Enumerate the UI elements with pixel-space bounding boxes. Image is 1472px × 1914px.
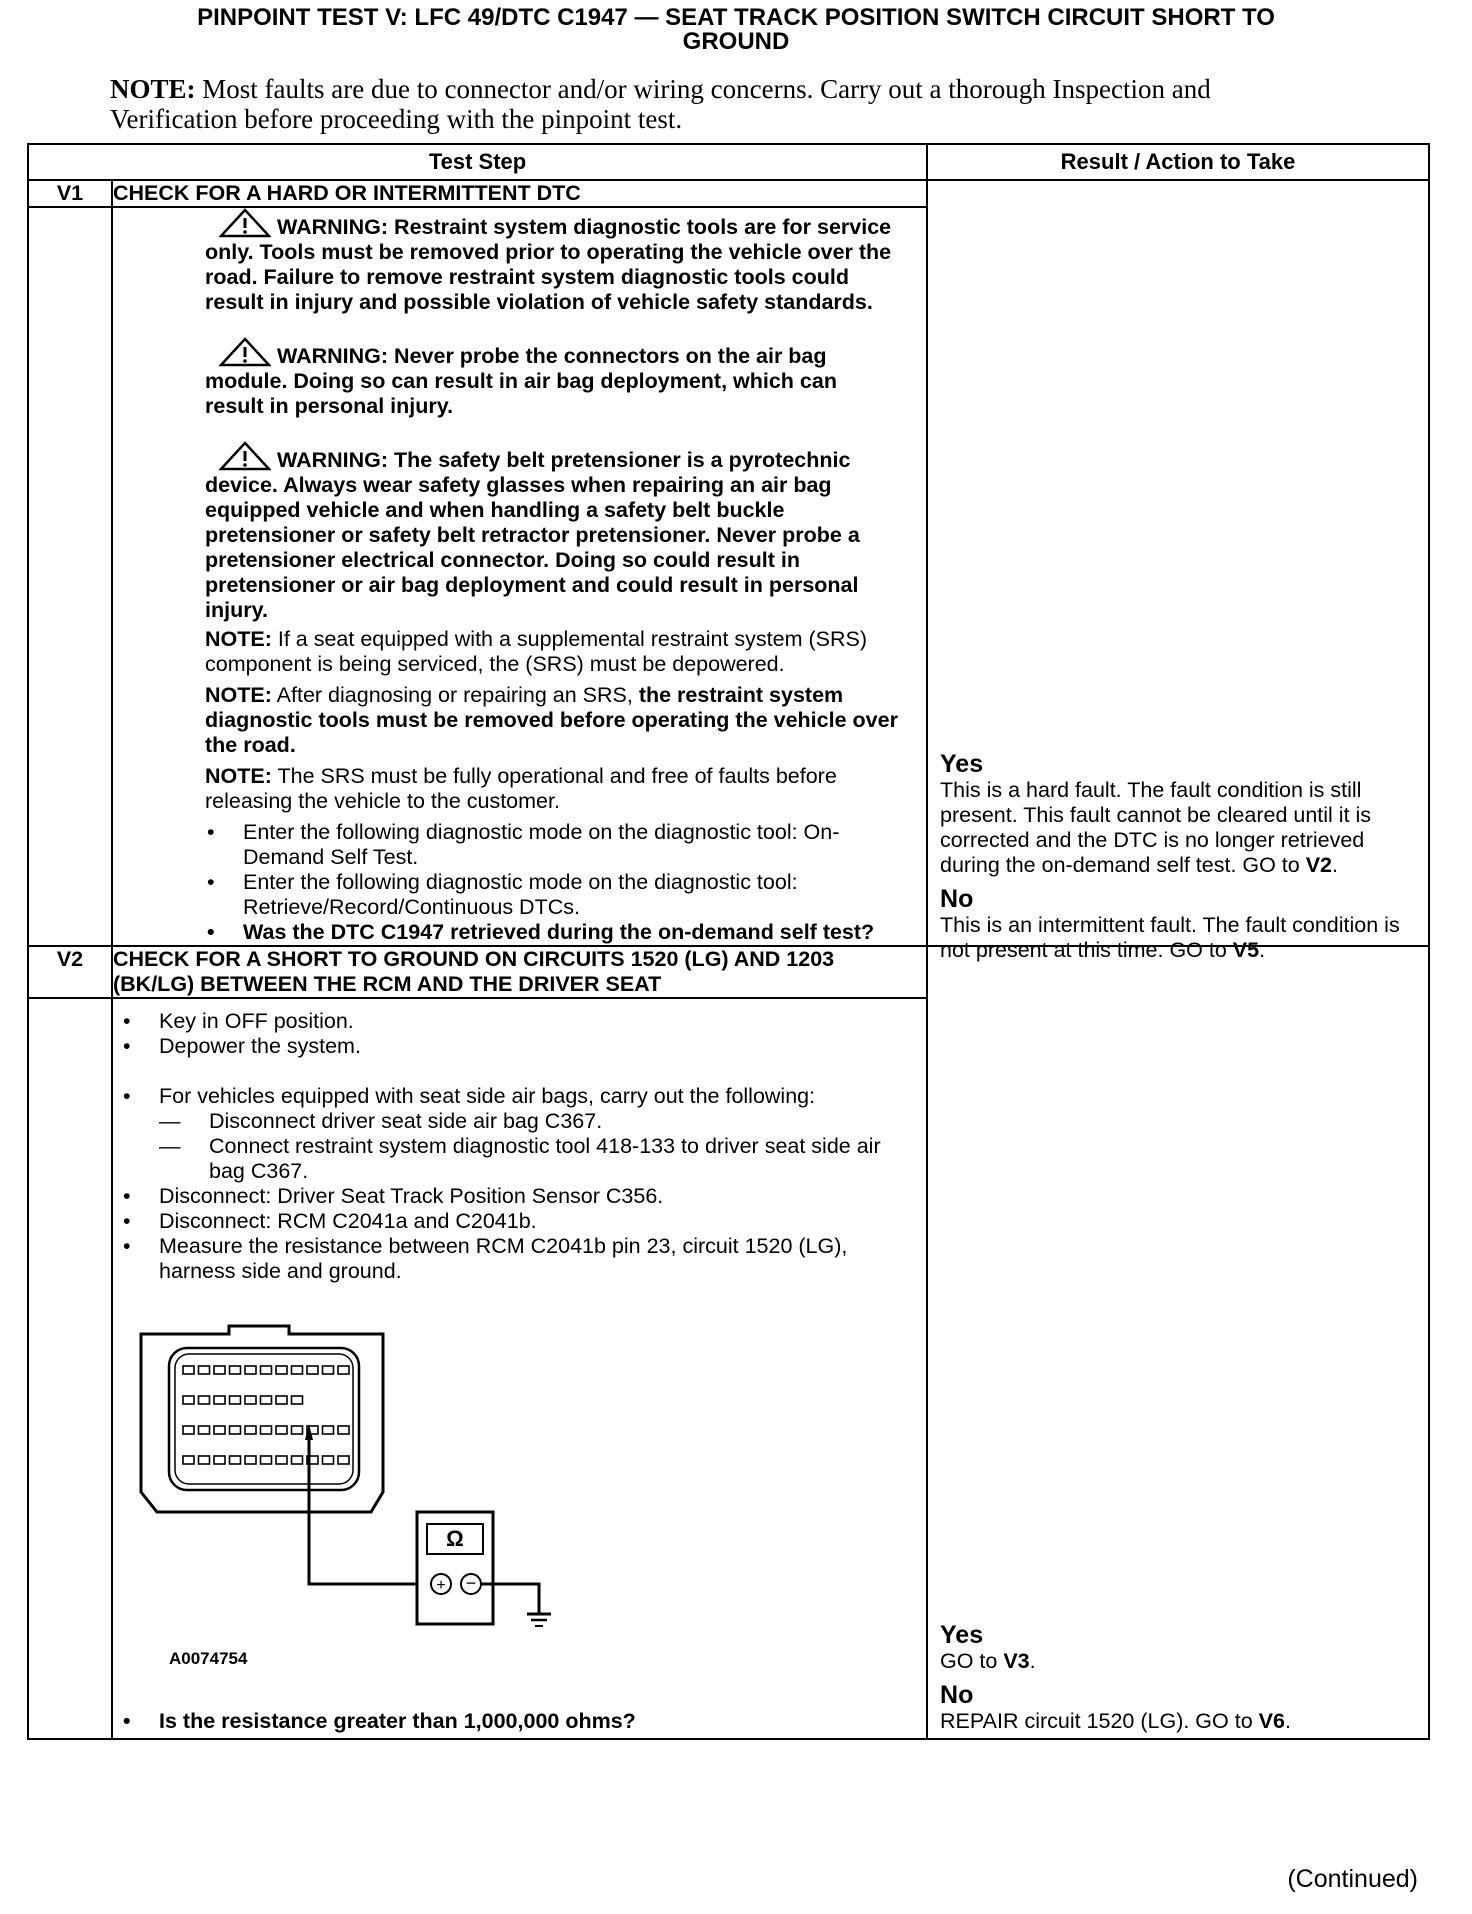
note-2: NOTE: After diagnosing or repairing an SRS, the restraint system diagnostic tools must be removed before operating the vehicle over the road. xyxy=(205,683,898,757)
list-item: • Key in OFF position. xyxy=(121,1009,898,1034)
step-body-v2 xyxy=(112,998,927,1739)
top-note xyxy=(110,74,1290,134)
title-line-2: GROUND xyxy=(682,28,790,55)
list-item: • Was the DTC C1947 retrieved during the on-demand self test? xyxy=(205,920,898,945)
goto-v6-link[interactable]: V6 xyxy=(1258,1709,1285,1733)
pin-cavity xyxy=(323,1366,334,1374)
warning-2: WARNING: Never probe the connectors on the air bag module. Doing so can result in air bag deployment, which can result in personal injury. xyxy=(205,337,898,419)
pin-cavity xyxy=(245,1426,256,1434)
result-cell-v1 xyxy=(927,180,1429,962)
pin-cavity xyxy=(292,1366,303,1374)
header-result: Result / Action to Take xyxy=(927,144,1429,180)
pin-cavity xyxy=(199,1366,210,1374)
pin-cavity xyxy=(261,1366,272,1374)
pin-cavity xyxy=(292,1456,303,1464)
step-id-v2: V2 xyxy=(28,946,112,998)
pin-cavity xyxy=(245,1456,256,1464)
list-item: • For vehicles equipped with seat side air bags, carry out the following: — Disconnect driver seat side air bag C367. — Connect restraint system diagnostic tool 418-133 to driver seat side air bag C367. xyxy=(121,1084,898,1184)
result-cell-v2 xyxy=(927,946,1429,1739)
step-id-spacer-v1 xyxy=(28,207,112,946)
yes-text-v1: This is a hard fault. The fault condition is still present. This fault cannot be cleared until it is corrected and the DTC is no longer retrieved during the on-demand self test. GO to V2. xyxy=(940,778,1372,877)
note-3: NOTE: The SRS must be fully operational and free of faults before releasing the vehicle to the customer. xyxy=(205,764,837,813)
pin-cavity xyxy=(214,1396,225,1404)
step-title-v1: CHECK FOR A HARD OR INTERMITTENT DTC xyxy=(112,180,927,207)
goto-v2-link[interactable]: V2 xyxy=(1305,853,1333,877)
page-title xyxy=(40,6,1432,54)
step-id-v1: V1 xyxy=(28,180,112,207)
top-note-label: NOTE: xyxy=(110,74,196,104)
pin-cavity xyxy=(199,1456,210,1464)
pin-cavity xyxy=(338,1426,349,1434)
pin-cavity xyxy=(323,1426,334,1434)
ohm-symbol: Ω xyxy=(446,1526,464,1551)
pin-cavity xyxy=(183,1396,194,1404)
figure-id: A0074754 xyxy=(169,1649,248,1668)
pin-cavity xyxy=(276,1396,287,1404)
v2-steps-list-a xyxy=(121,1009,898,1059)
no-text-v2: REPAIR circuit 1520 (LG). GO to V6. xyxy=(940,1709,1291,1733)
step-id-spacer-v2 xyxy=(28,998,112,1739)
no-label-v1: No xyxy=(940,885,974,913)
pin-cavity xyxy=(307,1366,318,1374)
list-item: • Disconnect: Driver Seat Track Position Sensor C356. xyxy=(121,1184,898,1209)
no-label-v2: No xyxy=(940,1681,974,1709)
warning-triangle-icon xyxy=(219,441,271,471)
pin-cavity xyxy=(214,1366,225,1374)
pin-cavity xyxy=(214,1456,225,1464)
note-1: NOTE: If a seat equipped with a supplemental restraint system (SRS) component is being serviced, the (SRS) must be depowered. xyxy=(205,627,868,676)
pin-cavity xyxy=(261,1396,272,1404)
list-item: — Disconnect driver seat side air bag C367. xyxy=(159,1109,898,1134)
pin-cavity xyxy=(230,1426,241,1434)
goto-v3-link[interactable]: V3 xyxy=(1003,1649,1030,1673)
pin-cavity xyxy=(276,1456,287,1464)
plus-icon: + xyxy=(436,1577,446,1594)
pin-cavity xyxy=(230,1456,241,1464)
pin-cavity xyxy=(245,1396,256,1404)
yes-label-v2: Yes xyxy=(940,1621,984,1649)
connector-diagram xyxy=(121,1322,681,1642)
warning-triangle-icon xyxy=(219,337,271,367)
pin-cavity xyxy=(338,1456,349,1464)
minus-icon: − xyxy=(465,1573,477,1593)
step-title-v2: CHECK FOR A SHORT TO GROUND ON CIRCUITS 1520 (LG) AND 1203 (BK/LG) BETWEEN THE RCM AND THE DRIVER SEAT xyxy=(112,946,927,998)
pin-cavity xyxy=(183,1426,194,1434)
yes-label-v1: Yes xyxy=(940,750,984,778)
pin-cavity xyxy=(323,1456,334,1464)
pin-cavity xyxy=(245,1366,256,1374)
yes-text-v2: GO to V3. xyxy=(940,1649,1036,1673)
list-item: • Disconnect: RCM C2041a and C2041b. xyxy=(121,1209,898,1234)
result-v2 xyxy=(940,1622,1420,1734)
pinpoint-test-table xyxy=(27,143,1430,1740)
pin-cavity xyxy=(276,1426,287,1434)
pin-cavity xyxy=(214,1426,225,1434)
continued-label: (Continued) xyxy=(1287,1865,1418,1893)
v2-steps-list-c xyxy=(121,1709,898,1734)
list-item: • Is the resistance greater than 1,000,000 ohms? xyxy=(121,1709,898,1734)
list-item: • Measure the resistance between RCM C2041b pin 23, circuit 1520 (LG), harness side and ground. xyxy=(121,1234,898,1284)
list-item: • Depower the system. xyxy=(121,1034,898,1059)
pin-cavity xyxy=(183,1366,194,1374)
title-line-1: PINPOINT TEST V: LFC 49/DTC C1947 — SEAT TRACK POSITION SWITCH CIRCUIT SHORT TO xyxy=(197,4,1275,31)
step-body-v1 xyxy=(112,207,927,946)
warning-1: WARNING: Restraint system diagnostic tools are for service only. Tools must be removed prior to operating the vehicle over the road. Failure to remove restraint system diagnostic tools could result in injury and possible violation of vehicle safety standards. xyxy=(205,208,898,315)
v1-steps-list xyxy=(205,820,898,945)
pin-cavity xyxy=(199,1396,210,1404)
pin-cavity xyxy=(230,1366,241,1374)
top-note-text: Most faults are due to connector and/or wiring concerns. Carry out a thorough Inspection and Verification before proceeding with the pinpoint test. xyxy=(110,74,1211,134)
pin-cavity xyxy=(276,1366,287,1374)
pin-cavity xyxy=(261,1426,272,1434)
warning-3: WARNING: The safety belt pretensioner is a pyrotechnic device. Always wear safety glasses when repairing an air bag equipped vehicle and when handling a safety belt buckle pretensioner or safety belt retractor pretensioner. Never probe a pretensioner electrical connector. Doing so could result in pretensioner or air bag deployment and could result in personal injury. xyxy=(205,441,898,623)
no-text-v1: This is an intermittent fault. The fault condition is not present at this time. GO to V5. xyxy=(940,913,1400,962)
result-v1 xyxy=(940,751,1420,963)
pin-cavity xyxy=(199,1426,210,1434)
goto-v5-link[interactable]: V5 xyxy=(1232,938,1260,962)
header-test-step: Test Step xyxy=(28,144,927,180)
pin-cavity xyxy=(230,1396,241,1404)
list-item: • Enter the following diagnostic mode on the diagnostic tool: On-Demand Self Test. xyxy=(205,820,898,870)
pin-cavity xyxy=(338,1366,349,1374)
pin-cavity xyxy=(261,1456,272,1464)
pin-cavity xyxy=(292,1396,303,1404)
list-item: • Enter the following diagnostic mode on the diagnostic tool: Retrieve/Record/Continuous DTCs. xyxy=(205,870,898,920)
v2-sub-steps xyxy=(121,1109,898,1184)
list-item: — Connect restraint system diagnostic tool 418-133 to driver seat side air bag C367. xyxy=(159,1134,898,1184)
pin-cavity xyxy=(183,1456,194,1464)
v2-steps-list-b xyxy=(121,1084,898,1284)
pin-cavity xyxy=(292,1426,303,1434)
warning-triangle-icon xyxy=(219,208,271,238)
